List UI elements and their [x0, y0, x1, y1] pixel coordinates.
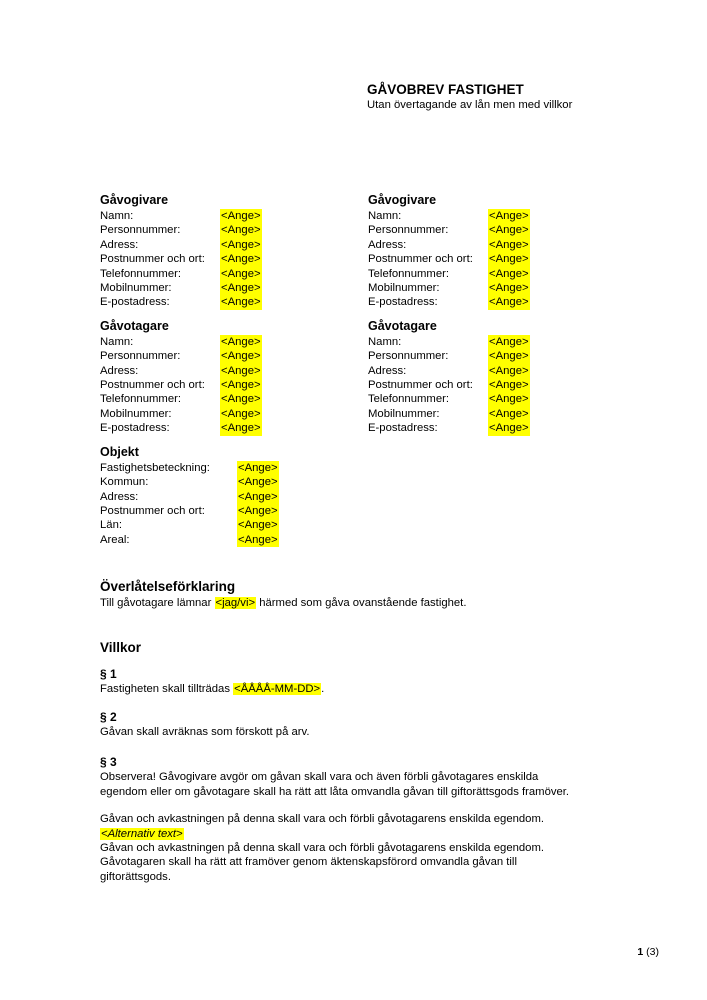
- field-row: [100, 335, 368, 349]
- field-label: Län:: [100, 519, 122, 532]
- field-placeholder[interactable]: <Ange>: [221, 238, 261, 251]
- field-placeholder[interactable]: <Ange>: [238, 461, 278, 474]
- paragraph-1-text-after: .: [321, 682, 325, 695]
- page-number: [637, 946, 659, 959]
- section-overlatelseforklaring: [100, 578, 627, 610]
- option-2-text-line-2: Gåvotagaren skall ha rätt att framöver genom äktenskapsförord omvandla gåvan till: [100, 856, 517, 869]
- field-label: Telefonnummer:: [100, 393, 181, 406]
- villkor-heading: Villkor: [100, 639, 142, 655]
- field-row: [100, 364, 368, 378]
- gavogivare-1-fields: [100, 209, 368, 310]
- field-row: [100, 349, 368, 363]
- field-row: [100, 407, 368, 421]
- field-label: Postnummer och ort:: [368, 379, 473, 392]
- field-placeholder[interactable]: <Ange>: [221, 407, 261, 420]
- transfer-placeholder[interactable]: <jag/vi>: [215, 597, 256, 610]
- document-subtitle: Utan övertagande av lån men med villkor: [367, 99, 573, 111]
- field-placeholder[interactable]: <Ange>: [221, 296, 261, 309]
- section-gavogivare-2: [368, 192, 627, 310]
- section-heading-gavogivare-2: Gåvogivare: [368, 193, 437, 207]
- field-placeholder[interactable]: <Ange>: [221, 267, 261, 280]
- field-row: [100, 504, 627, 518]
- field-placeholder[interactable]: <Ange>: [238, 533, 278, 546]
- option-1-text: Gåvan och avkastningen på denna skall vara och förbli gåvotagarens enskilda egendom.: [100, 813, 545, 826]
- paragraph-3-text-line-1: Observera! Gåvogivare avgör om gåvan skall vara och även förbli gåvotagares enskilda: [100, 771, 539, 784]
- field-placeholder[interactable]: <Ange>: [221, 350, 261, 363]
- field-placeholder[interactable]: <Ange>: [221, 393, 261, 406]
- field-label: Postnummer och ort:: [100, 504, 205, 517]
- section-objekt: [100, 444, 627, 547]
- overlatelseforklaring-heading: Överlåtelseförklaring: [100, 579, 236, 595]
- field-row: [368, 223, 627, 237]
- field-label: Namn:: [100, 335, 134, 348]
- section-villkor: [100, 639, 627, 656]
- section-alternative-texts: [100, 812, 627, 884]
- field-placeholder[interactable]: <Ange>: [489, 422, 529, 435]
- field-label: Namn:: [368, 335, 402, 348]
- transfer-statement: [100, 596, 627, 610]
- field-label: Namn:: [100, 210, 134, 222]
- field-label: Adress:: [100, 490, 139, 503]
- field-row: [100, 267, 368, 281]
- field-placeholder[interactable]: <Ange>: [238, 476, 278, 489]
- field-row: [368, 421, 627, 435]
- document-title: GÅVOBREV FASTIGHET: [367, 82, 524, 97]
- field-placeholder[interactable]: <Ange>: [489, 296, 529, 309]
- section-heading-gavotagare-1: Gåvotagare: [100, 318, 169, 333]
- section-gavotagare-2: [368, 318, 627, 436]
- objekt-fields: [100, 461, 627, 547]
- field-row: [100, 238, 368, 252]
- field-row: [100, 378, 368, 392]
- field-placeholder[interactable]: <Ange>: [489, 267, 529, 280]
- field-placeholder[interactable]: <Ange>: [238, 519, 278, 532]
- field-label: Telefonnummer:: [368, 267, 449, 280]
- gavotagare-1-fields: [100, 335, 368, 436]
- field-placeholder[interactable]: <Ange>: [221, 422, 261, 435]
- field-label: Mobilnummer:: [368, 282, 440, 295]
- field-label: Mobilnummer:: [100, 407, 172, 420]
- document-header: [367, 81, 572, 113]
- field-label: Personnummer:: [100, 224, 181, 237]
- field-label: Namn:: [368, 210, 402, 222]
- field-placeholder[interactable]: <Ange>: [489, 364, 529, 377]
- transfer-text-after: härmed som gåva ovanstående fastighet.: [256, 597, 467, 610]
- field-placeholder[interactable]: <Ange>: [489, 238, 529, 251]
- field-label: Areal:: [100, 533, 130, 546]
- field-row: [368, 349, 627, 363]
- field-row: [368, 392, 627, 406]
- field-row: [100, 490, 627, 504]
- option-2-text-line-1: Gåvan och avkastningen på denna skall vara och förbli gåvotagarens enskilda egendom.: [100, 841, 545, 854]
- field-label: Fastighetsbeteckning:: [100, 461, 210, 474]
- field-row: [100, 421, 368, 435]
- parties-grid: [100, 192, 627, 436]
- field-label: E-postadress:: [100, 296, 170, 309]
- field-label: E-postadress:: [100, 422, 170, 435]
- page-number-total: (3): [646, 946, 659, 958]
- field-row: [100, 475, 627, 489]
- field-placeholder[interactable]: <Ange>: [489, 210, 529, 222]
- field-label: Adress:: [368, 364, 407, 377]
- field-row: [100, 392, 368, 406]
- field-row: [100, 209, 368, 223]
- field-placeholder[interactable]: <Ange>: [489, 350, 529, 363]
- field-placeholder[interactable]: <Ange>: [489, 393, 529, 406]
- field-row: [368, 295, 627, 309]
- section-heading-objekt: Objekt: [100, 444, 139, 459]
- field-label: Adress:: [100, 238, 139, 251]
- field-placeholder[interactable]: <Ange>: [238, 504, 278, 517]
- section-paragraph-1: [100, 667, 627, 696]
- field-placeholder[interactable]: <Ange>: [238, 490, 278, 503]
- field-row: [368, 281, 627, 295]
- section-gavotagare-1: [100, 318, 368, 436]
- field-label: Mobilnummer:: [100, 282, 172, 295]
- field-row: [100, 518, 627, 532]
- field-label: Postnummer och ort:: [100, 253, 205, 266]
- field-label: Personnummer:: [368, 224, 449, 237]
- field-placeholder[interactable]: <Ange>: [221, 335, 261, 348]
- field-placeholder[interactable]: <Ange>: [221, 253, 261, 266]
- field-label: Telefonnummer:: [100, 267, 181, 280]
- field-label: E-postadress:: [368, 422, 438, 435]
- section-gavogivare-1: [100, 192, 368, 310]
- field-row: [100, 252, 368, 266]
- alternative-text-placeholder[interactable]: <Alternativ text>: [101, 827, 183, 840]
- gavotagare-2-fields: [368, 335, 627, 436]
- option-2-text-line-3: giftorättsgods.: [100, 870, 171, 883]
- alternative-text-marker: [100, 827, 627, 841]
- gavogivare-2-fields: [368, 209, 627, 310]
- field-placeholder[interactable]: <Ange>: [489, 379, 529, 392]
- field-placeholder[interactable]: <Ange>: [221, 224, 261, 237]
- field-label: E-postadress:: [368, 296, 438, 309]
- paragraph-3-heading: § 3: [100, 755, 117, 770]
- field-placeholder[interactable]: <Ange>: [489, 253, 529, 266]
- field-row: [100, 461, 627, 475]
- field-row: [368, 407, 627, 421]
- field-placeholder[interactable]: <Ange>: [221, 282, 261, 295]
- field-label: Mobilnummer:: [368, 407, 440, 420]
- field-row: [100, 281, 368, 295]
- field-label: Telefonnummer:: [368, 393, 449, 406]
- field-row: [368, 238, 627, 252]
- paragraph-1-text: [100, 682, 627, 696]
- paragraph-1-text-before: Fastigheten skall tillträdas: [100, 682, 234, 695]
- field-placeholder[interactable]: <Ange>: [489, 407, 529, 420]
- field-placeholder[interactable]: <Ange>: [221, 364, 261, 377]
- field-label: Adress:: [368, 238, 407, 251]
- field-label: Personnummer:: [368, 350, 449, 363]
- field-row: [100, 295, 368, 309]
- paragraph-2-text: Gåvan skall avräknas som förskott på arv.: [100, 725, 310, 738]
- paragraph-1-placeholder[interactable]: <ÅÅÅÅ-MM-DD>: [234, 682, 321, 695]
- field-label: Adress:: [100, 364, 139, 377]
- document-body: [100, 192, 627, 884]
- page-number-current: 1: [637, 946, 644, 958]
- paragraph-1-heading: § 1: [100, 666, 117, 681]
- paragraph-2-heading: § 2: [100, 709, 117, 724]
- field-row: [368, 209, 627, 223]
- section-paragraph-2: [100, 710, 627, 739]
- field-label: Kommun:: [100, 476, 149, 489]
- field-row: [368, 267, 627, 281]
- field-label: Postnummer och ort:: [368, 253, 473, 266]
- section-heading-gavotagare-2: Gåvotagare: [368, 318, 437, 333]
- transfer-text-before: Till gåvotagare lämnar: [100, 597, 215, 610]
- field-label: Postnummer och ort:: [100, 379, 205, 392]
- field-row: [368, 364, 627, 378]
- field-placeholder[interactable]: <Ange>: [489, 282, 529, 295]
- section-heading-gavogivare-1: Gåvogivare: [100, 193, 169, 207]
- field-row: [368, 252, 627, 266]
- section-paragraph-3: [100, 755, 627, 799]
- field-placeholder[interactable]: <Ange>: [489, 335, 529, 348]
- field-placeholder[interactable]: <Ange>: [221, 379, 261, 392]
- field-row: [100, 533, 627, 547]
- field-row: [368, 378, 627, 392]
- field-row: [100, 223, 368, 237]
- field-placeholder[interactable]: <Ange>: [489, 224, 529, 237]
- paragraph-3-text-line-2: egendom eller om gåvotagare skall ha rätt att låta omvandla gåvan till giftorättsgods framöver.: [100, 785, 570, 798]
- field-placeholder[interactable]: <Ange>: [221, 210, 261, 222]
- field-label: Personnummer:: [100, 350, 181, 363]
- field-row: [368, 335, 627, 349]
